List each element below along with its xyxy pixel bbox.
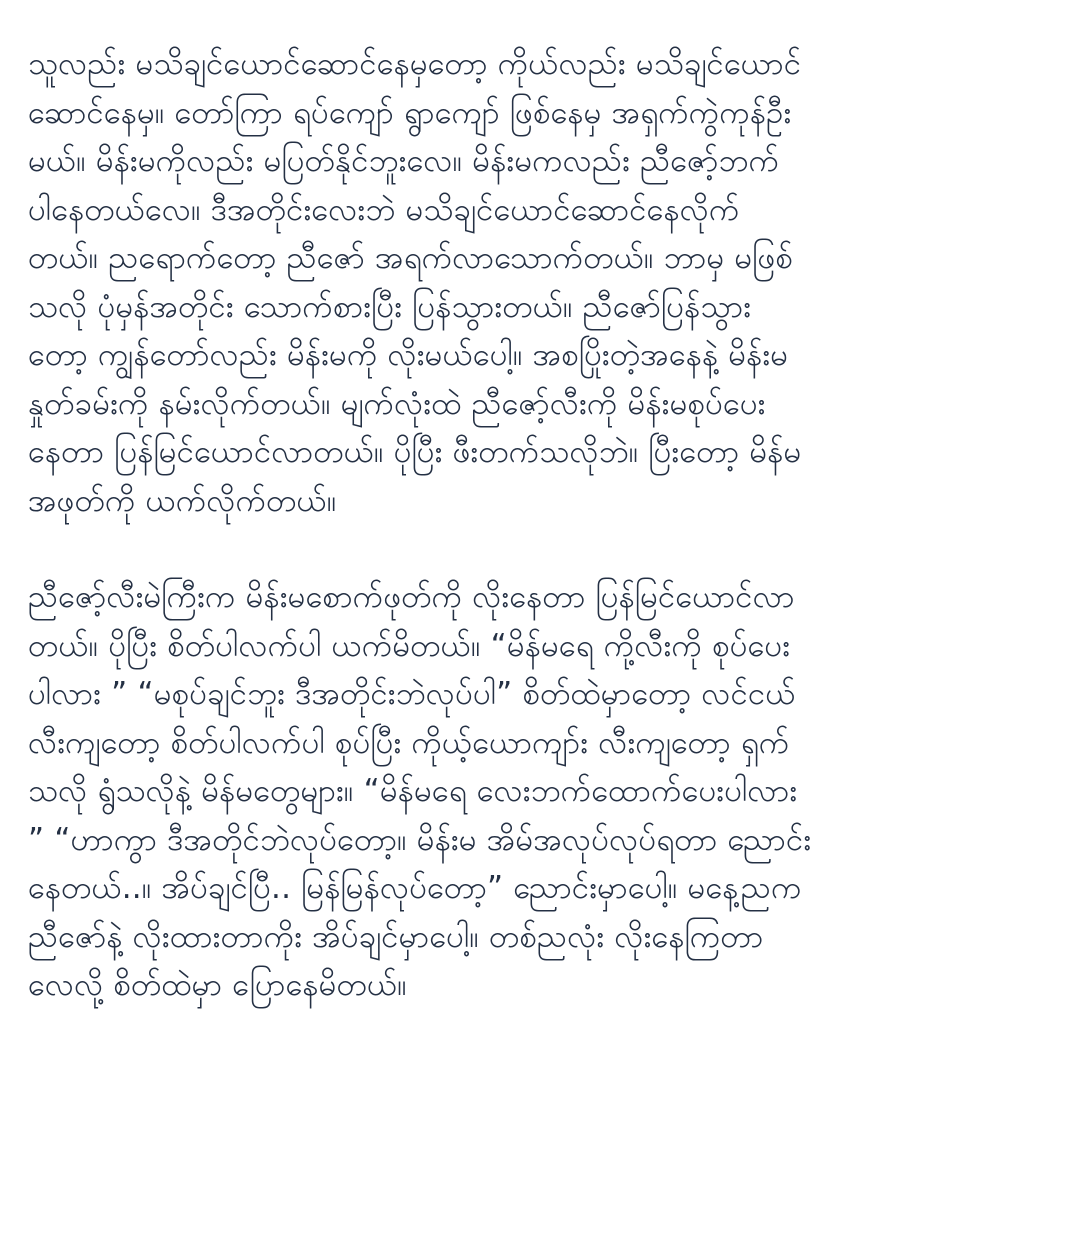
text-line: သလို ပုံမှန်အတိုင်း သောက်စားပြီး ပြန်သွားတယ်။ ညီဇော်ပြန်သွား — [28, 288, 752, 325]
paragraph-2 — [28, 573, 1058, 1010]
text-line: သလို ရွံသလိုနဲ့ မိန်မတွေများ။ “မိန်မရေ လေးဘက်ထောက်ပေးပါလား — [28, 773, 798, 809]
text-line: အဖုတ်ကို ယက်လိုက်တယ်။ — [28, 482, 337, 519]
text-line: လေလို့ စိတ်ထဲမှာ ပြောနေမိတယ်။ — [28, 967, 407, 1003]
text-line: တော့ ကျွန်တော်လည်း မိန်းမကို လိုးမယ်ပေါ့။ အစပြိုးတဲ့အနေနဲ့ မိန်းမ — [28, 337, 789, 373]
text-line: ပါလား ” “မစုပ်ချင်ဘူး ဒီအတိုင်းဘဲလုပ်ပါ” စိတ်ထဲမှာတော့ လင်ငယ် — [28, 676, 796, 712]
text-line: တယ်။ ညရောက်တော့ ညီဇော် အရက်လာသောက်တယ်။ ဘာမှ မဖြစ် — [28, 240, 794, 276]
text-line: နေတာ ပြန်မြင်ယောင်လာတယ်။ ပိုပြီး ဖီးတက်သလိုဘဲ။ ပြီးတော့ မိန်မ — [28, 434, 802, 470]
paragraph-1 — [28, 40, 1058, 525]
text-line: မယ်။ မိန်းမကိုလည်း မပြတ်နိုင်ဘူးလေ။ မိန်းမကလည်း ညီဇော့်ဘက် — [28, 143, 780, 179]
text-line: နေတယ်..။ အိပ်ချင်ပြီ.. မြန်မြန်လုပ်တော့” ညောင်းမှာပေါ့။ မနေ့ညက — [28, 870, 802, 906]
text-line: လီးကျတော့ စိတ်ပါလက်ပါ စုပ်ပြီး ကိုယ့်ယောကျာ်း လီးကျတော့ ရှက် — [28, 724, 790, 761]
text-line: နှုတ်ခမ်းကို နမ်းလိုက်တယ်။ မျက်လုံးထဲ ညီဇော့်လီးကို မိန်းမစုပ်ပေး — [28, 385, 766, 422]
text-line: ” “ဟာကွာ ဒီအတိုင်ဘဲလုပ်တော့။ မိန်းမ အိမ်အလုပ်လုပ်ရတာ ညောင်း — [28, 821, 812, 858]
document-body — [28, 40, 1058, 1010]
text-line: ဆောင်နေမှ။ တော်ကြာ ရပ်ကျော် ရွာကျော် ဖြစ်နေမှ အရှက်ကွဲကုန်ဦး — [28, 94, 792, 131]
text-line: ညီဇော်နဲ့ လိုးထားတာကိုး အိပ်ချင်မှာပေါ့။ တစ်ညလုံး လိုးနေကြတာ — [28, 918, 764, 955]
text-line: တယ်။ ပိုပြီး စိတ်ပါလက်ပါ ယက်မိတယ်။ “မိန်မရေ ကို့လီးကို စုပ်ပေး — [28, 627, 791, 664]
text-line: ညီဇော့်လီးမဲကြီးက မိန်းမစောက်ဖုတ်ကို လိုးနေတာ ပြန်မြင်ယောင်လာ — [28, 579, 795, 615]
text-line: သူလည်း မသိချင်ယောင်ဆောင်နေမှတော့ ကိုယ်လည်း မသိချင်ယောင် — [28, 46, 802, 82]
text-line: ပါနေတယ်လေ။ ဒီအတိုင်းလေးဘဲ မသိချင်ယောင်ဆောင်နေလိုက် — [28, 191, 740, 228]
